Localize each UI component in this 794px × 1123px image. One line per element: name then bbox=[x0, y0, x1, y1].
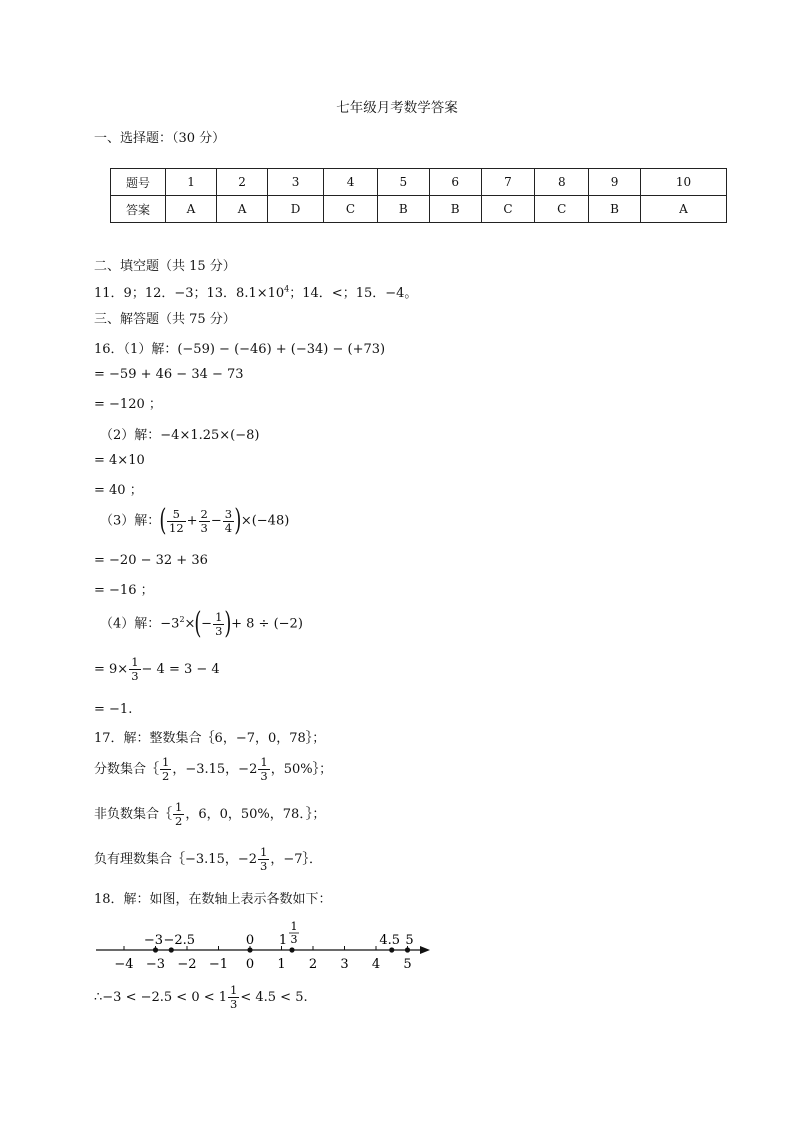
q17-line2 bbox=[94, 756, 332, 783]
q16-p2-step2: = 40 ； bbox=[94, 483, 143, 498]
point-marker bbox=[169, 947, 174, 952]
fraction bbox=[167, 508, 186, 535]
q17-l3-b: ，6，0，50%，78．｝； bbox=[185, 807, 326, 822]
point-marker bbox=[405, 947, 410, 952]
q16-p2-expr: −4×1.25×(−8) bbox=[160, 428, 260, 443]
numerator: 1 bbox=[260, 755, 268, 769]
point-marker bbox=[389, 947, 394, 952]
fraction bbox=[213, 611, 224, 638]
table-cell: C bbox=[535, 196, 589, 223]
numerator: 1 bbox=[162, 755, 170, 769]
point-label: −2.5 bbox=[163, 933, 196, 948]
table-cell: 7 bbox=[481, 169, 535, 196]
point-label: 0 bbox=[245, 933, 255, 948]
tick-label: −1 bbox=[208, 957, 229, 972]
left-paren: ( bbox=[159, 503, 167, 538]
q16-part4: （4）解：$-3^2\times(-$ $\frac{1}{3}$ )+ 8 ÷ (−2) bbox=[100, 606, 303, 641]
number-line bbox=[90, 915, 440, 977]
section-1-heading: 一、选择题：（30 分） bbox=[94, 131, 226, 146]
numerator: 5 bbox=[167, 508, 186, 522]
table-cell: B bbox=[429, 196, 481, 223]
point-marker bbox=[247, 947, 252, 952]
numerator: 2 bbox=[200, 506, 208, 521]
numerator: 1 bbox=[175, 800, 183, 814]
q17-l2-c: ，50%｝； bbox=[270, 762, 333, 777]
fill-answers-a: 11．9；12．−3；13．8.1×10 bbox=[94, 286, 285, 301]
q16-p3-label: （3）解： bbox=[100, 513, 161, 529]
table-cell: 5 bbox=[377, 169, 429, 196]
table-cell: B bbox=[589, 196, 641, 223]
section-2-heading: 二、填空题（共 15 分） bbox=[94, 259, 236, 274]
table-cell: 4 bbox=[324, 169, 378, 196]
q17-line4 bbox=[94, 846, 322, 873]
q17-l3-a: 非负数集合｛ bbox=[94, 807, 173, 822]
q16-p1-label: 16．（1）解： bbox=[94, 342, 178, 357]
q16-p4-base: −3 bbox=[160, 616, 180, 632]
q18-conclusion bbox=[94, 984, 308, 1011]
table-cell: C bbox=[481, 196, 535, 223]
table-cell: 8 bbox=[535, 169, 589, 196]
fraction bbox=[223, 508, 234, 535]
point-marker bbox=[289, 947, 294, 952]
fraction bbox=[228, 984, 239, 1011]
tick-label: 2 bbox=[308, 957, 318, 972]
q16-p4-s1-start: = 9× bbox=[94, 662, 129, 677]
denominator: 3 bbox=[260, 769, 268, 783]
point-fraction-numerator: 1 bbox=[290, 920, 298, 933]
section-3-heading: 三、解答题（共 75 分） bbox=[94, 312, 236, 327]
numerator: 1 bbox=[131, 655, 139, 669]
denominator: 3 bbox=[131, 669, 139, 683]
table-row-answers bbox=[111, 196, 727, 223]
q18-concl-b: < 4.5 < 5. bbox=[240, 990, 308, 1005]
q16-p1-step1: = −59 + 46 − 34 − 73 bbox=[94, 367, 244, 382]
fill-answers-b: ；14．<；15．−4。 bbox=[289, 286, 418, 301]
point-label: 1 bbox=[278, 933, 288, 948]
q17-l4-b: ，−7｝． bbox=[270, 852, 323, 867]
table-cell: A bbox=[217, 196, 268, 223]
point-group bbox=[144, 920, 414, 953]
point-fraction-denominator: 3 bbox=[290, 933, 298, 946]
left-paren: ( bbox=[194, 606, 202, 641]
q16-p3-tail: ×(−48) bbox=[240, 513, 290, 529]
q16-p1-step2: = −120 ； bbox=[94, 397, 162, 412]
q16-p4-s1-end: − 4 = 3 − 4 bbox=[141, 662, 220, 677]
q16-part1 bbox=[94, 338, 385, 357]
tick-label: 3 bbox=[340, 957, 349, 972]
right-paren: ) bbox=[224, 606, 232, 641]
numerator: 1 bbox=[260, 845, 268, 859]
table-cell: A bbox=[166, 196, 217, 223]
table-cell: 1 bbox=[166, 169, 217, 196]
numerator: 3 bbox=[224, 506, 233, 521]
q17-l4-a: 负有理数集合｛−3.15，−2 bbox=[94, 852, 258, 867]
tick-label: −3 bbox=[145, 957, 166, 972]
fraction bbox=[173, 801, 184, 828]
numerator: 1 bbox=[215, 609, 223, 624]
denominator: 2 bbox=[162, 769, 170, 783]
table-row-numbers bbox=[111, 169, 727, 196]
q16-part3: （3）解：( $\frac{5}{12}$ + $\frac{2}{3}$ − $\frac{3}{4}$ )×(−48) bbox=[100, 503, 290, 538]
point-label: −3 bbox=[143, 933, 164, 948]
q16-p4-tail: + 8 ÷ (−2) bbox=[231, 616, 303, 632]
table-cell: 10 bbox=[641, 169, 727, 196]
denominator: 4 bbox=[224, 520, 233, 535]
tick-label: 5 bbox=[403, 957, 412, 972]
q16-p3-step2: = −16 ； bbox=[94, 583, 154, 598]
q18-intro: 18．解：如图，在数轴上表示各数如下： bbox=[94, 892, 332, 907]
times-sign: × bbox=[184, 616, 196, 632]
denominator: 3 bbox=[260, 859, 268, 873]
table-cell: 2 bbox=[217, 169, 268, 196]
table-header-number: 题号 bbox=[111, 169, 166, 196]
fraction bbox=[160, 756, 171, 783]
table-cell: 3 bbox=[268, 169, 324, 196]
tick-label: −2 bbox=[177, 957, 197, 972]
q16-part2 bbox=[100, 424, 259, 443]
page-title: 七年级月考数学答案 bbox=[336, 100, 458, 116]
fill-exponent: 4 bbox=[284, 284, 290, 294]
denominator: 12 bbox=[169, 520, 184, 535]
answer-table bbox=[110, 168, 727, 223]
fill-answers bbox=[94, 282, 417, 301]
table-cell: B bbox=[377, 196, 429, 223]
denominator: 3 bbox=[200, 520, 208, 535]
point-label: 5 bbox=[405, 933, 414, 948]
table-cell: D bbox=[268, 196, 324, 223]
table-cell: C bbox=[324, 196, 378, 223]
q17-line1: 17．解：整数集合｛6，−7，0，78｝； bbox=[94, 731, 326, 746]
q16-p1-expr: (−59) − (−46) + (−34) − (+73) bbox=[177, 342, 386, 357]
tick-label: −4 bbox=[114, 957, 134, 972]
q16-p4-step2: = −1. bbox=[94, 702, 133, 717]
denominator: 3 bbox=[230, 997, 238, 1011]
fraction bbox=[258, 756, 269, 783]
right-paren: ) bbox=[234, 503, 242, 538]
q17-line3 bbox=[94, 801, 325, 828]
q16-p2-label: （2）解： bbox=[100, 428, 161, 443]
fraction bbox=[258, 846, 269, 873]
denominator: 3 bbox=[215, 623, 223, 638]
q18-concl-a: ∴−3 < −2.5 < 0 < 1 bbox=[94, 990, 228, 1005]
arrow-icon bbox=[420, 946, 430, 954]
fraction bbox=[129, 656, 140, 683]
table-header-answer: 答案 bbox=[111, 196, 166, 223]
tick-label: 4 bbox=[371, 957, 381, 972]
tick-label: 1 bbox=[277, 957, 286, 972]
q16-p3-step1: = −20 − 32 + 36 bbox=[94, 553, 208, 568]
table-cell: 6 bbox=[429, 169, 481, 196]
denominator: 2 bbox=[175, 814, 183, 828]
table-cell: 9 bbox=[589, 169, 641, 196]
q16-p4-exponent: 2 bbox=[179, 615, 185, 625]
q17-l2-b: ，−3.15，−2 bbox=[172, 762, 258, 777]
q16-p4-step1 bbox=[94, 656, 220, 683]
point-marker bbox=[153, 947, 158, 952]
tick-label: 0 bbox=[245, 957, 255, 972]
numerator: 1 bbox=[230, 983, 238, 997]
q17-l2-a: 分数集合｛ bbox=[94, 762, 160, 777]
table-cell: A bbox=[641, 196, 727, 223]
fraction bbox=[199, 508, 210, 535]
point-label: 4.5 bbox=[379, 933, 401, 948]
q16-p4-label: （4）解： bbox=[100, 616, 161, 632]
q16-p2-step1: = 4×10 bbox=[94, 453, 145, 468]
